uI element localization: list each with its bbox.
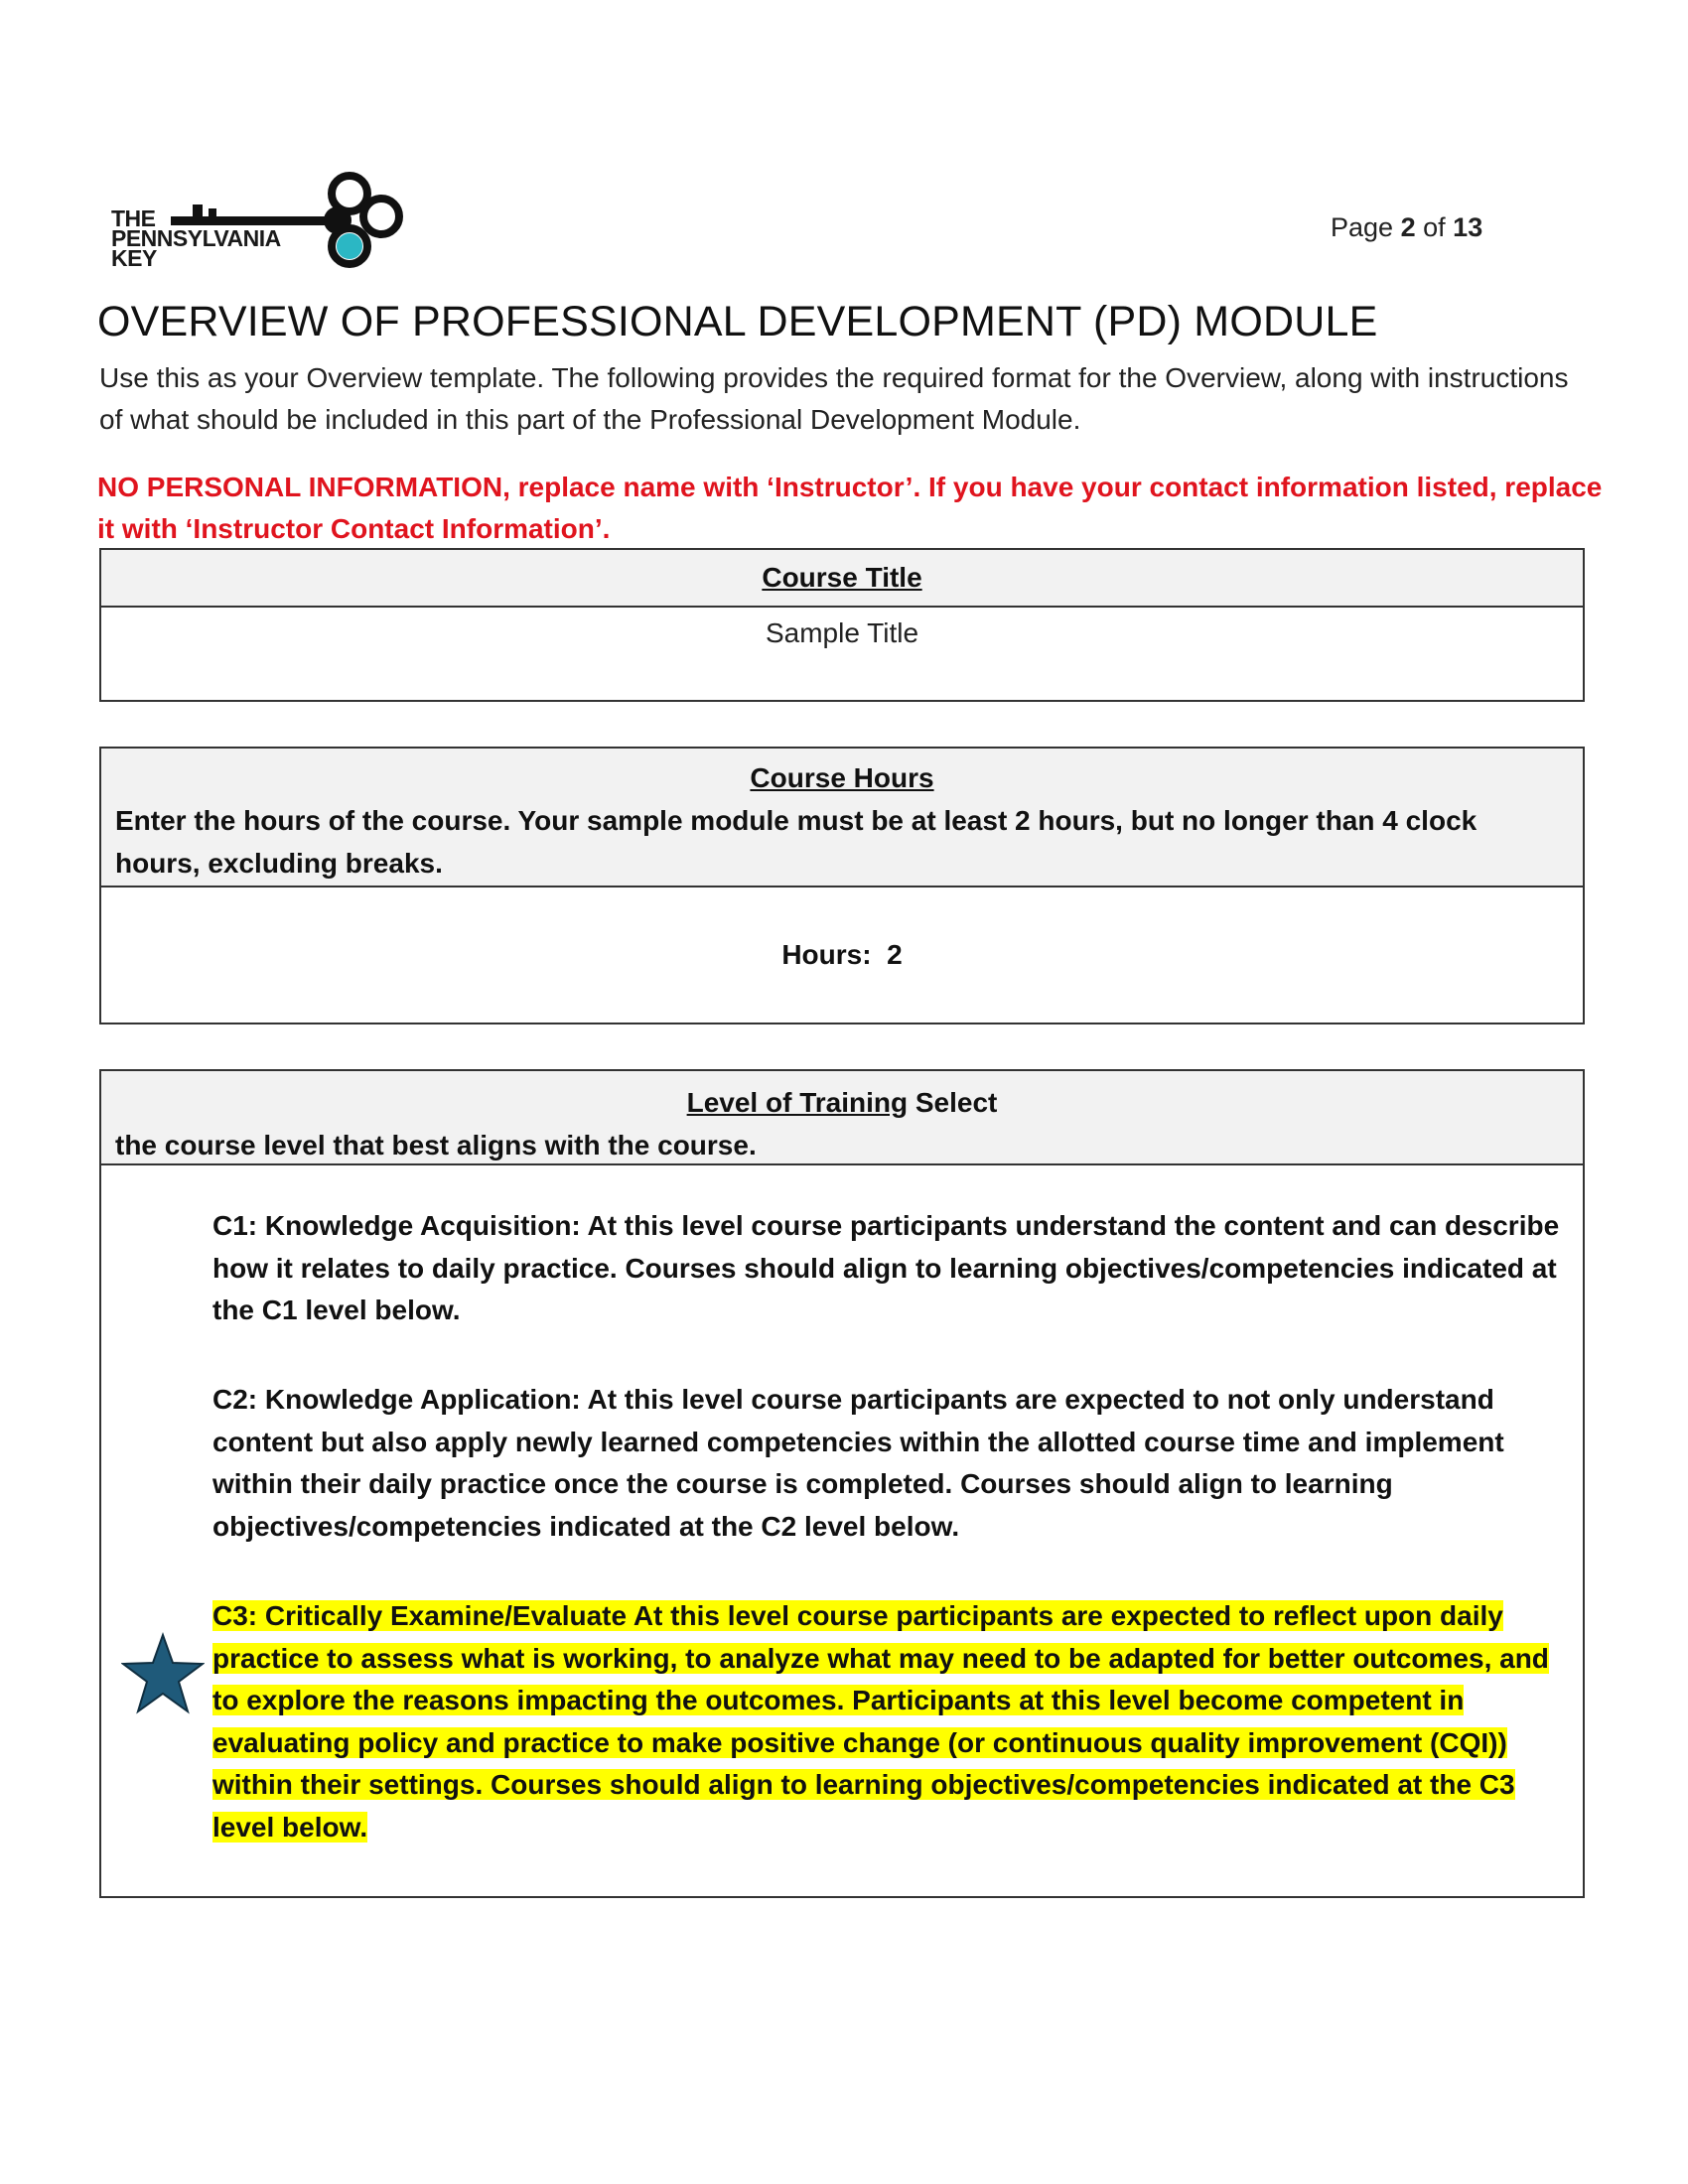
course-hours-header	[101, 749, 1583, 887]
selected-star-icon	[121, 1632, 205, 1715]
level-of-training-box	[99, 1069, 1585, 1898]
page-title: OVERVIEW OF PROFESSIONAL DEVELOPMENT (PD) MODULE	[97, 298, 1378, 345]
level-option-text: C1: Knowledge Acquisition: At this level course participants understand the content and can describe how it relates to daily practice. Courses should align to learning objectives/competencies indicated at the C1 level below.	[212, 1210, 1560, 1325]
course-hours-heading: Course Hours	[750, 762, 934, 793]
intro-text: Use this as your Overview template. The following provides the required format for the Overview, along with instructions of what should be included in this part of the Professional Development Module.	[99, 362, 1569, 435]
course-title-box	[99, 548, 1585, 702]
course-hours-box	[99, 747, 1585, 1024]
course-hours-field[interactable]	[101, 887, 1583, 971]
level-heading-suffix: Select	[914, 1087, 998, 1118]
hours-label: Hours:	[781, 939, 872, 970]
level-option-c3[interactable]	[212, 1595, 1573, 1848]
level-option-text-highlighted: C3: Critically Examine/Evaluate At this level course participants are expected to reflect upon daily practice to assess what is working, to analyze what may need to be adapted for better outcomes, and to explore the reasons impacting the outcomes. Participants at this level become competent in evaluating policy and practice to make positive change (or continuous quality improvement (CQI)) within their settings. Courses should align to learning objectives/competencies indicated at the C3 level below.	[212, 1600, 1549, 1843]
course-title-value[interactable]: Sample Title	[765, 617, 919, 648]
level-heading: Level of Training	[686, 1087, 909, 1118]
level-header	[101, 1071, 1583, 1165]
course-title-header	[101, 550, 1583, 608]
level-option-text: C2: Knowledge Application: At this level course participants are expected to not only understand content but also apply newly learned competencies within the allotted course time and implement within their daily practice once the course is completed. Courses should align to learning objectives/competencies indicated at the C2 level below.	[212, 1384, 1504, 1542]
course-title-heading: Course Title	[762, 562, 922, 593]
level-option-c1[interactable]	[212, 1205, 1573, 1332]
pennsylvania-key-logo	[111, 169, 409, 278]
hours-value[interactable]: 2	[887, 939, 903, 970]
level-instructions: the course level that best aligns with the course.	[115, 1130, 757, 1160]
page-number: Page 2 of 13	[1331, 212, 1483, 242]
logo-wordmark: THE PENNSYLVANIA KEY	[111, 205, 281, 271]
course-hours-instructions: Enter the hours of the course. Your sample module must be at least 2 hours, but no longer than 4 clock hours, excluding breaks.	[115, 805, 1477, 879]
personal-info-warning: NO PERSONAL INFORMATION, replace name with ‘Instructor’. If you have your contact information listed, replace it with ‘Instructor Contact Information’.	[97, 472, 1603, 544]
level-option-c2[interactable]	[212, 1379, 1573, 1548]
